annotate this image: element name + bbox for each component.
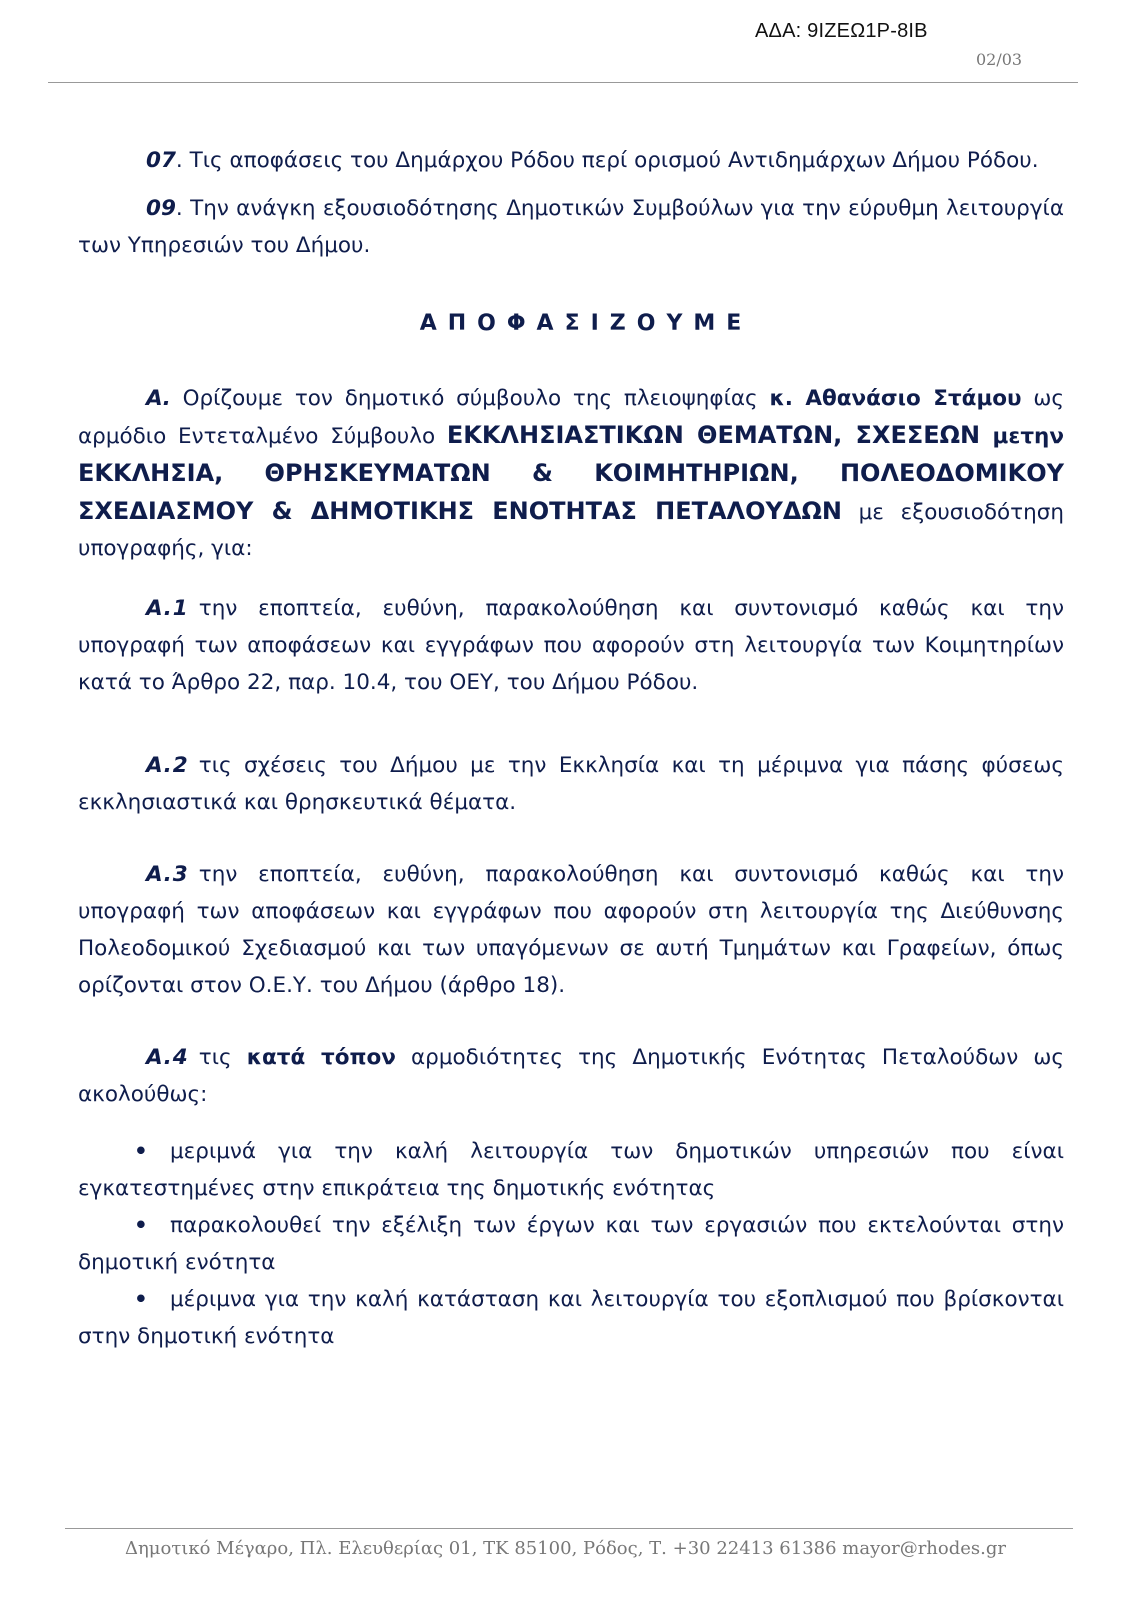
list-item-text: μεριμνά για την καλή λειτουργία των δημοτικών υπηρεσιών που είναι εγκατεστημένες στην επικράτεια της δημοτικής ενότητας bbox=[78, 1139, 1064, 1201]
bullet-icon: • bbox=[134, 1287, 148, 1312]
footer-divider bbox=[65, 1528, 1073, 1529]
portfolio-title: ΕΚΚΛΗΣΙΑ, ΘΡΗΣΚΕΥΜΑΤΩΝ & ΚΟΙΜΗΤΗΡΙΩΝ, ΠΟΛΕΟΔΟΜΙΚΟΥ ΣΧΕΔΙΑΣΜΟΥ & ΔΗΜΟΤΙΚΗΣ ΕΝΟΤΗΤΑΣ ΠΕΤΑΛΟΥΔΩΝ bbox=[78, 459, 1064, 525]
decision-heading: ΑΠΟΦΑΣΙΖΟΥΜΕ bbox=[419, 311, 753, 336]
portfolio-title: ΕΚΚΛΗΣΙΑΣΤΙΚΩΝ ΘΕΜΑΤΩΝ, ΣΧΕΣΕΩΝ bbox=[446, 421, 981, 449]
ada-code: ΑΔΑ: 9ΙΖΕΩ1Ρ-8ΙΒ bbox=[755, 20, 928, 42]
list-item bbox=[78, 1281, 1064, 1355]
footer-address: Δημοτικό Μέγαρο, Πλ. Ελευθερίας 01, ΤΚ 85100, Ρόδος, Τ. +30 22413 61386 mayor@rhodes.gr bbox=[125, 1538, 1006, 1559]
paragraph-07 bbox=[78, 142, 1064, 179]
list-item bbox=[78, 1133, 1064, 1207]
item-label: Α.4 bbox=[146, 1045, 189, 1070]
section-a bbox=[78, 381, 1064, 567]
list-item-text: παρακολουθεί την εξέλιξη των έργων και των εργασιών που εκτελούνται στην δημοτική ενότητα bbox=[78, 1213, 1064, 1275]
bullet-icon: • bbox=[134, 1139, 148, 1164]
councillor-name: κ. Αθανάσιο Στάμου bbox=[769, 386, 1022, 411]
paragraph-text: . Την ανάγκη εξουσιοδότησης Δημοτικών Συμβούλων για την εύρυθμη λειτουργία των Υπηρεσιών του Δήμου. bbox=[78, 196, 1064, 258]
bullet-icon: • bbox=[134, 1213, 148, 1238]
item-text: τις σχέσεις του Δήμου με την Εκκλησία και τη μέριμνα για πάσης φύσεως εκκλησιαστικά και θρησκευτικά θέματα. bbox=[78, 753, 1064, 815]
section-a-text: ως αρμόδιο Εντεταλμένο Σύμβουλο bbox=[78, 386, 1064, 449]
list-item bbox=[78, 1207, 1064, 1281]
paragraph-number: 07 bbox=[146, 148, 176, 173]
paragraph-text: . Τις αποφάσεις του Δημάρχου Ρόδου περί ορισμού Αντιδημάρχων Δήμου Ρόδου. bbox=[175, 148, 1039, 173]
item-a4 bbox=[78, 1039, 1064, 1113]
paragraph-09 bbox=[78, 190, 1064, 264]
item-text: την εποπτεία, ευθύνη, παρακολούθηση και συντονισμό καθώς και την υπογραφή των αποφάσεων και εγγράφων που αφορούν στη λειτουργία των Κοιμητηρίων κατά το Άρθρο 22, παρ. 10.4, του ΟΕΥ, του Δήμου Ρόδου. bbox=[78, 596, 1064, 695]
item-label: Α.1 bbox=[146, 596, 189, 621]
section-a-text: Ορίζουμε τον δημοτικό σύμβουλο της πλειοψηφίας bbox=[170, 386, 770, 411]
section-a-label: Α. bbox=[146, 386, 171, 411]
list-item-text: μέριμνα για την καλή κατάσταση και λειτουργία του εξοπλισμού που βρίσκονται στην δημοτική ενότητα bbox=[78, 1287, 1064, 1349]
item-a1 bbox=[78, 590, 1064, 701]
section-a-text: με εξουσιοδότηση υπογραφής, για: bbox=[78, 500, 1064, 561]
header-divider bbox=[48, 82, 1078, 83]
item-a3 bbox=[78, 856, 1064, 1004]
item-text: τις bbox=[198, 1045, 247, 1070]
item-text: αρμοδιότητες της Δημοτικής Ενότητας Πεταλούδων ως ακολούθως: bbox=[78, 1045, 1065, 1107]
item-emphasis: κατά τόπον bbox=[246, 1045, 396, 1070]
portfolio-connector: μετην bbox=[980, 424, 1064, 449]
document-body bbox=[78, 142, 1064, 1355]
item-label: Α.2 bbox=[146, 753, 189, 778]
item-text: την εποπτεία, ευθύνη, παρακολούθηση και συντονισμό καθώς και την υπογραφή των αποφάσεων και εγγράφων που αφορούν στη λειτουργία της Διεύθυνσης Πολεοδομικού Σχεδιασμού και των υπαγόμενων σε αυτή Τμημάτων και Γραφείων, όπως ορίζονται στον Ο.Ε.Υ. του Δήμου (άρθρο 18). bbox=[78, 862, 1064, 998]
item-a2 bbox=[78, 747, 1064, 821]
paragraph-number: 09 bbox=[146, 196, 176, 221]
item-label: Α.3 bbox=[146, 862, 189, 887]
page-number: 02/03 bbox=[976, 50, 1023, 69]
